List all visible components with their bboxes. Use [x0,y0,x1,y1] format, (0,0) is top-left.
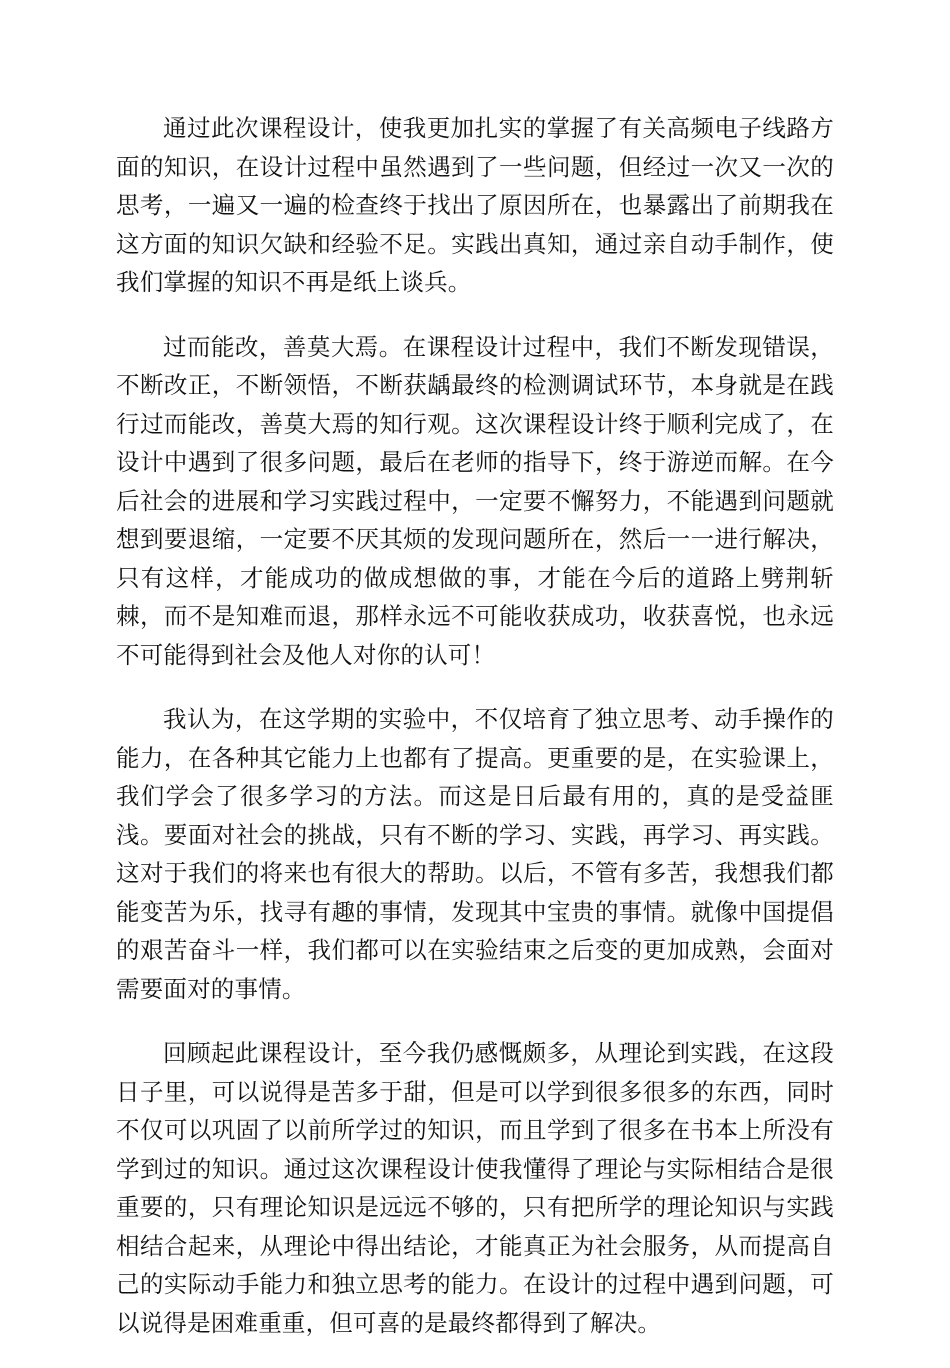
paragraph-1: 通过此次课程设计，使我更加扎实的掌握了有关高频电子线路方面的知识，在设计过程中虽然遇到了一些问题，但经过一次又一次的思考，一遍又一遍的检查终于找出了原因所在，也暴露出了前期我在这方面的知识欠缺和经验不足。实践出真知，通过亲自动手制作，使我们掌握的知识不再是纸上谈兵。 [116,114,834,296]
document-page [116,109,834,1368]
paragraph-4: 回顾起此课程设计，至今我仍感慨颇多，从理论到实践，在这段日子里，可以说得是苦多于甜，但是可以学到很多很多的东西，同时不仅可以巩固了以前所学过的知识，而且学到了很多在书本上所没有学到过的知识。通过这次课程设计使我懂得了理论与实际相结合是很重要的，只有理论知识是远远不够的，只有把所学的理论知识与实践相结合起来，从理论中得出结论，才能真正为社会服务，从而提高自己的实际动手能力和独立思考的能力。在设计的过程中遇到问题，可以说得是困难重重，但可喜的是最终都得到了解决。 [116,1039,834,1337]
paragraph-2: 过而能改，善莫大焉。在课程设计过程中，我们不断发现错误，不断改正，不断领悟，不断获龋最终的检测调试环节，本身就是在践行过而能改，善莫大焉的知行观。这次课程设计终于顺利完成了，在设计中遇到了很多问题，最后在老师的指导下，终于游逆而解。在今后社会的进展和学习实践过程中，一定要不懈努力，不能遇到问题就想到要退缩，一定要不厌其烦的发现问题所在，然后一一进行解决，只有这样，才能成功的做成想做的事，才能在今后的道路上劈荆斩棘，而不是知难而退，那样永远不可能收获成功，收获喜悦，也永远不可能得到社会及他人对你的认可！ [116,332,834,669]
paragraph-3: 我认为，在这学期的实验中，不仅培育了独立思考、动手操作的能力，在各种其它能力上也都有了提高。更重要的是，在实验课上，我们学会了很多学习的方法。而这是日后最有用的，真的是受益匪浅。要面对社会的挑战，只有不断的学习、实践，再学习、再实践。这对于我们的将来也有很大的帮助。以后，不管有多苦，我想我们都能变苦为乐，找寻有趣的事情，发现其中宝贵的事情。就像中国提倡的艰苦奋斗一样，我们都可以在实验结束之后变的更加成熟，会面对需要面对的事情。 [116,705,834,1003]
